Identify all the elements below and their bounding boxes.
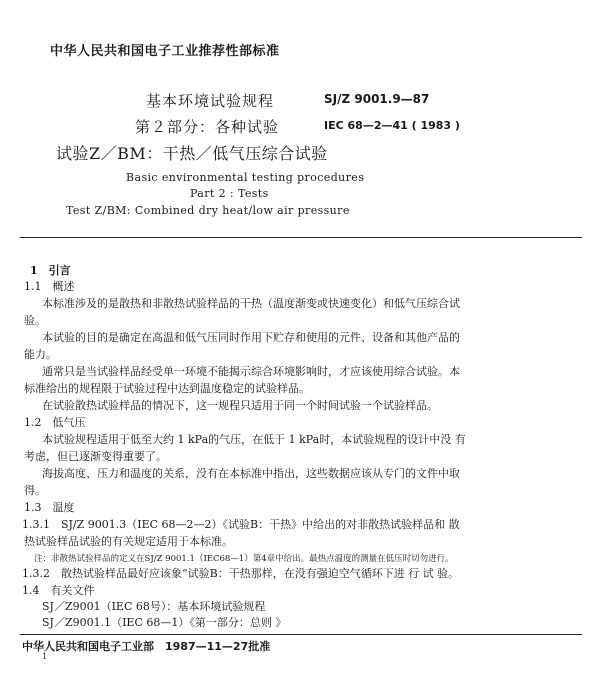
top-divider bbox=[20, 237, 582, 238]
section-1-2-heading: 1.2 低气压 bbox=[24, 416, 86, 429]
para-4: 在试验散热试验样品的情况下，这一规程只适用于同一个时间试验一个试验样品。 bbox=[42, 399, 438, 412]
section-1-heading: 1 引言 bbox=[30, 264, 71, 277]
title-en-line2: Part 2 : Tests bbox=[190, 187, 269, 200]
title-en-line3: Test Z/BM: Combined dry heat/low air pressure bbox=[66, 204, 350, 217]
para-5-line-b: 考虑，但已逐渐变得重要了。 bbox=[24, 450, 167, 463]
issuer-heading: 中华人民共和国电子工业推荐性部标准 bbox=[50, 44, 280, 59]
standard-code: SJ/Z 9001.9—87 bbox=[324, 92, 430, 106]
reference-2: SJ／Z9001.1（IEC 68—1）《第一部分：总则 》 bbox=[42, 616, 287, 629]
para-3-line-b: 标准给出的规程限于试验过程中达到温度稳定的试验样品。 bbox=[24, 382, 310, 395]
section-1-3-heading: 1.3 温度 bbox=[24, 501, 75, 514]
para-1-line-a: 本标准涉及的是散热和非散热试验样品的干热（温度渐变或快速变化）和低气压综合试 bbox=[42, 297, 460, 310]
note: 注：非散热试验样品的定义在SJ/Z 9001.1（IEC68—1）第4章中给出。最热点温度的测量在低压时切勿进行。 bbox=[34, 554, 454, 564]
para-2-line-b: 能力。 bbox=[24, 348, 57, 361]
approval-footer: 中华人民共和国电子工业部 1987—11—27批准 bbox=[22, 640, 271, 653]
section-1-1-heading: 1.1 概述 bbox=[24, 280, 75, 293]
para-7-line-b: 热试验样品试验的有关规定适用于本标准。 bbox=[24, 535, 233, 548]
page-number: 1 bbox=[42, 652, 48, 661]
para-2-line-a: 本试验的目的是确定在高温和低气压同时作用下贮存和使用的元件、设备和其他产品的 bbox=[42, 331, 460, 344]
title-zh-line3: 试验Z／BM：干热／低气压综合试验 bbox=[56, 144, 328, 163]
section-1-4-heading: 1.4 有关文件 bbox=[22, 584, 95, 597]
para-1-line-b: 验。 bbox=[24, 314, 46, 327]
para-3-line-a: 通常只是当试验样品经受单一环境不能揭示综合环境影响时，才应该使用综合试验。本 bbox=[42, 365, 460, 378]
title-zh-line2: 第２部分：各种试验 bbox=[135, 118, 280, 136]
para-5-line-a: 本试验规程适用于低至大约 1 kPa的气压，在低于 1 kPa时，本试验规程的设计中没 有 bbox=[42, 433, 466, 446]
para-8: 1.3.2 散热试验样品最好应该象“试验B：干热那样，在没有强迫空气循环下进 行 试 验。 bbox=[22, 567, 460, 580]
para-6-line-a: 海拔高度、压力和温度的关系，没有在本标准中指出，这些数据应该从专门的文件中取 bbox=[42, 467, 460, 480]
iec-code: IEC 68—2—41 ( 1983 ) bbox=[324, 119, 460, 132]
bottom-divider bbox=[20, 634, 582, 635]
title-en-line1: Basic environmental testing procedures bbox=[126, 171, 365, 184]
title-zh-line1: 基本环境试验规程 bbox=[146, 92, 275, 110]
para-7-line-a: 1.3.1 SJ/Z 9001.3（IEC 68—2—2）《试验B：干热》中给出的对非散热试验样品和 散 bbox=[22, 518, 460, 531]
para-6-line-b: 得。 bbox=[24, 484, 46, 497]
reference-1: SJ／Z9001（IEC 68号）：基本环境试验规程 bbox=[42, 600, 266, 613]
